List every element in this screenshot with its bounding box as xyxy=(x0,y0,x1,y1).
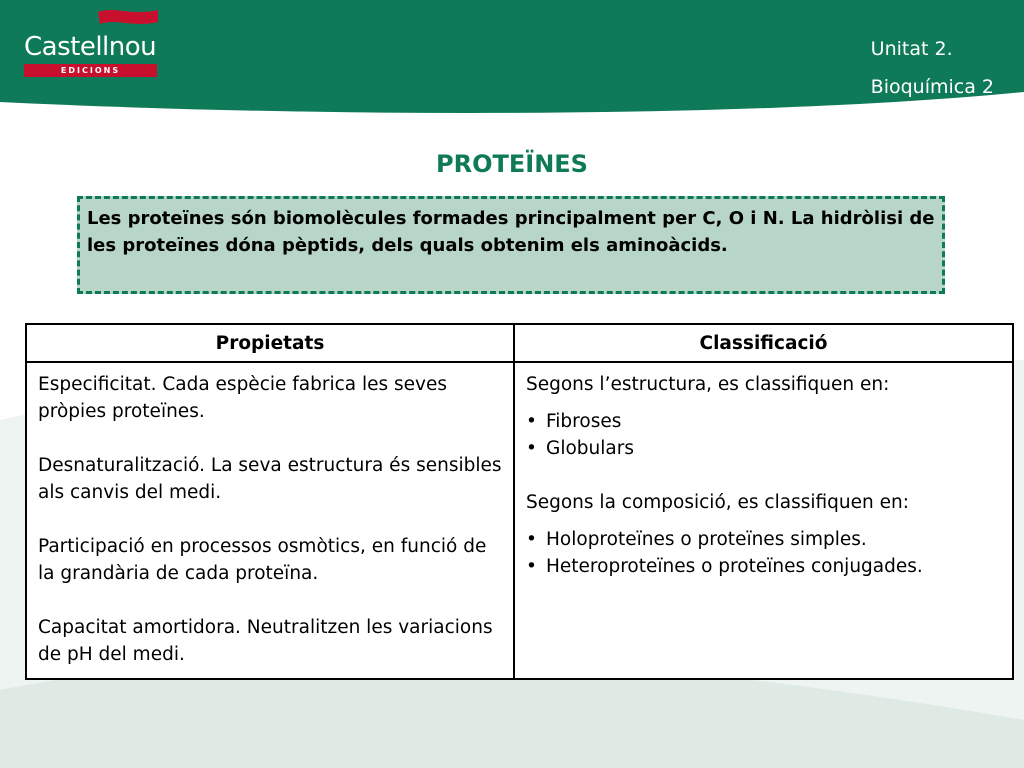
property-buffer: Capacitat amortidora. Neutralitzen les variacions de pH del medi. xyxy=(38,617,493,665)
subject-label: Bioquímica 2 xyxy=(870,76,994,98)
publisher-logo xyxy=(20,8,160,78)
structure-list xyxy=(526,408,1002,462)
list-item xyxy=(526,553,1002,580)
publisher-subtitle: EDICIONS xyxy=(24,64,157,77)
list-item xyxy=(526,435,1002,462)
classification-cell xyxy=(514,362,1013,679)
unit-heading xyxy=(871,30,994,106)
unit-label: Unitat 2. xyxy=(870,38,953,60)
composition-lead: Segons la composició, es classifiquen en: xyxy=(526,492,909,513)
bullet-icon: • xyxy=(526,411,537,432)
property-osmotic: Participació en processos osmòtics, en funció de la grandària de cada proteïna. xyxy=(38,536,487,584)
bullet-icon: • xyxy=(526,556,537,577)
list-item-text: Holoproteïnes o proteïnes simples. xyxy=(546,529,867,550)
bullet-icon: • xyxy=(526,438,537,459)
properties-cell xyxy=(26,362,514,679)
table-row xyxy=(26,362,1013,679)
header-properties: Propietats xyxy=(26,324,514,362)
intro-box: Les proteïnes són biomolècules formades principalment per C, O i N. La hidròlisi de les proteïnes dóna pèptids, dels quals obtenim els aminoàcids. xyxy=(77,196,945,294)
list-item-text: Globulars xyxy=(546,438,634,459)
list-item xyxy=(526,526,1002,553)
header-classification: Classificació xyxy=(514,324,1013,362)
properties-table xyxy=(25,323,1014,680)
list-item xyxy=(526,408,1002,435)
list-item-text: Fibroses xyxy=(546,411,622,432)
property-specificity: Especificitat. Cada espècie fabrica les seves pròpies proteïnes. xyxy=(38,374,448,422)
page-title: PROTEÏNES xyxy=(436,150,588,178)
table-header-row xyxy=(26,324,1013,362)
composition-list xyxy=(526,526,1002,580)
bullet-icon: • xyxy=(526,529,537,550)
structure-lead: Segons l’estructura, es classifiquen en: xyxy=(526,374,890,395)
publisher-name: Castellnou xyxy=(24,32,157,62)
property-denaturation: Desnaturalització. La seva estructura és sensibles als canvis del medi. xyxy=(38,455,502,503)
list-item-text: Heteroproteïnes o proteïnes conjugades. xyxy=(546,556,923,577)
